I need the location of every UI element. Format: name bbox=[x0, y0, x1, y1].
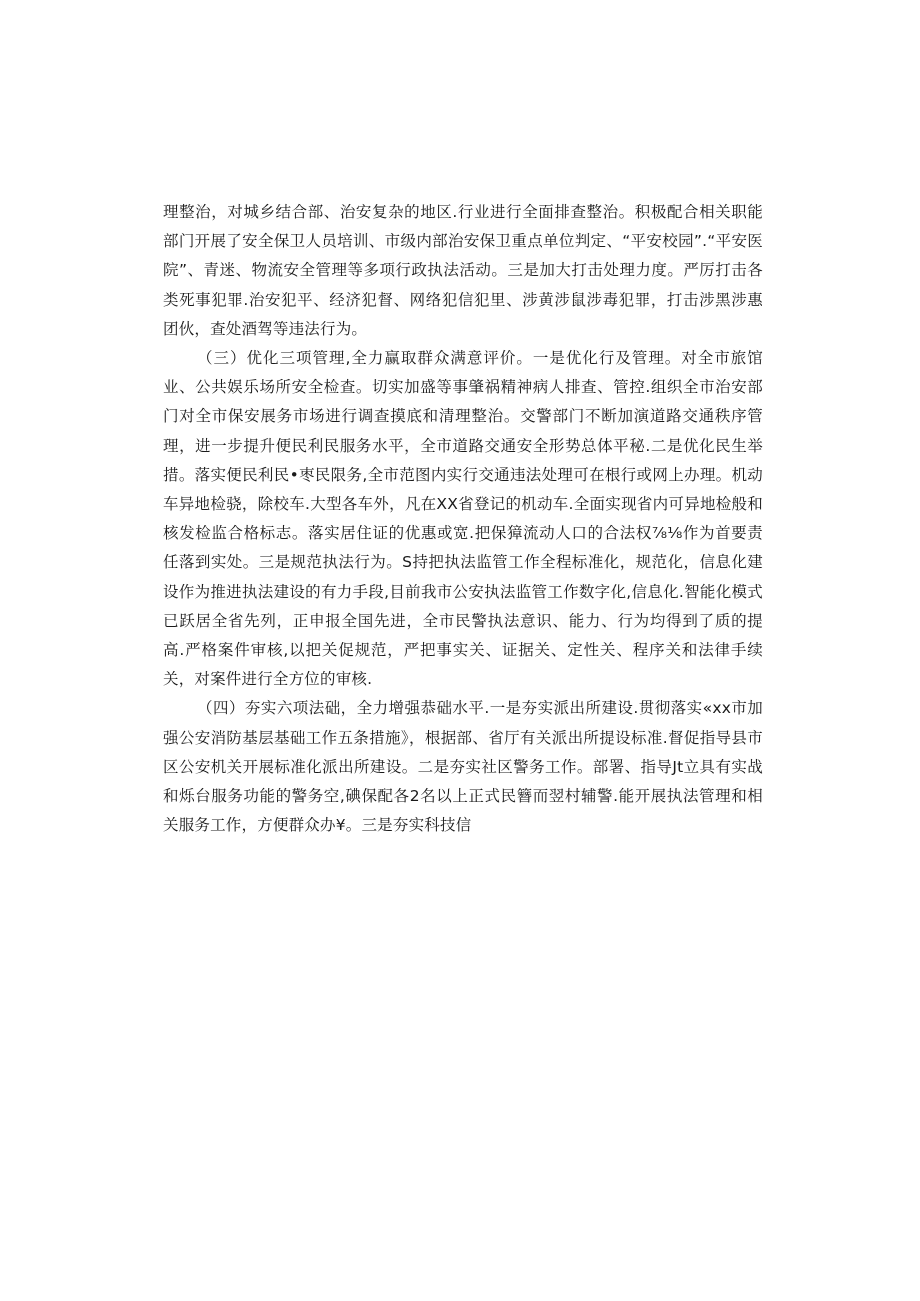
paragraph-section-four: （四）夯实六项法础，全力增强恭础水平.一是夯实派出所建设.贯彻落实«xx市加强公安消防基层基础工作五条措施》，根据部、省厅有关派出所提设标准.督促指导县市区公安机关开展标准化派出所建设。二是夯实社区警务工作。部署、指导Jt立具有实战和烁台服务功能的警务空,碘保配各2名以上正式民簪而翌村辅警.能开展执法管理和相关服务工作，方便群众办¥。三是夯实科技信 bbox=[163, 699, 763, 835]
paragraph-continued: 理整治，对城乡结合部、治安复杂的地区.行业进行全面排查整治。积极配合相关职能部门开展了安全保卫人员培训、市级内部治安保卫重点单位判定、“平安校园”.“平安医院”、青迷、物流安全管理等多项行政执法活动。三是加大打击处理力度。严厉打击各类死事犯罪.治安犯平、经济犯督、网络犯信犯里、涉黄涉鼠涉毒犯罪，打击涉黑涉惠团伙，查处酒驾等违法行为。 bbox=[163, 203, 763, 338]
document-body bbox=[163, 198, 763, 840]
paragraph-section-three: （三）优化三项管理,全力赢取群众满意评价。一是优化行及管理。对全市旅馆业、公共娱乐场所安全检查。切实加盛等事肇祸精神病人排查、管控.组织全市治安部门对全市保安展务市场进行调查摸底和清理整治。交警部门不断加演道路交通秩序管理，进一步提升便民利民服务水平，全市道路交通安全形势总体平秘.二是优化民生举措。落实便民利民•枣民限务,全市范图内实行交通违法处理可在根行或网上办理。机动车异地检骁，除校车.大型各车外，凡在XX省登记的机动车.全面实现省内可异地检般和核发检监合格标志。落实居住证的优惠或宽.把保獐流动人口的合法权⅞⅛作为首要责任落到实处。三是规范执法行为。S持把执法监管工作全程标准化，规范化，信息化建设作为推进执法建设的有力手段,目前我市公安执法监管工作数字化,信息化.智能化模式已跃居全省先列，正申报全国先进，全市民警执法意识、能力、行为均得到了质的提高.严格案件审核,以把关促规范，严把事实关、证据关、定性关、程序关和法律手续关，对案件进行全方位的审核. bbox=[163, 349, 763, 689]
